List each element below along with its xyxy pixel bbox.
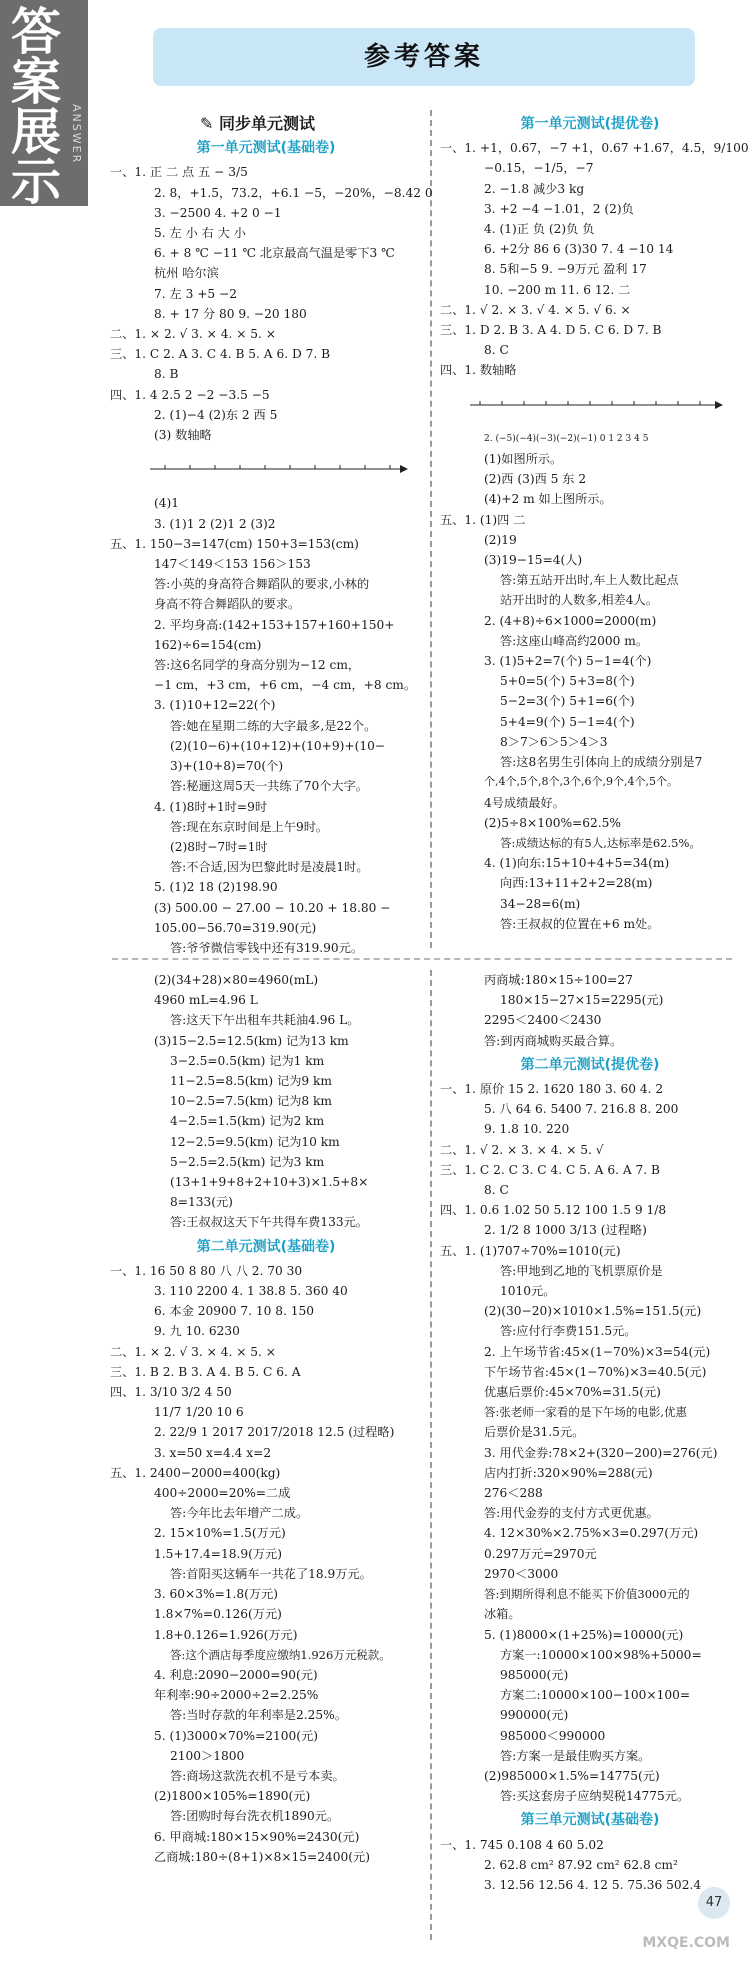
answer-line: 答:到期所得利息不能买下价值3000元的	[484, 1587, 690, 1602]
answer-line: (2)985000×1.5%=14775(元)	[484, 1768, 660, 1783]
sidebar-char-2: 案	[11, 53, 61, 111]
answer-line: 三、1. B 2. B 3. A 4. B 5. C 6. A	[110, 1364, 301, 1379]
answer-line: 优惠后票价:45×70%=31.5(元)	[484, 1385, 661, 1400]
answer-line: 2. (1)−4 (2)东 2 西 5	[154, 407, 278, 422]
answer-line: 990000(元)	[500, 1708, 569, 1723]
answer-line: (2)西 (3)西 5 东 2	[484, 472, 587, 487]
page-number: 47	[698, 1887, 730, 1919]
answer-line: 5. (1)3000×70%=2100(元)	[154, 1728, 319, 1743]
answer-line: 答:张老师一家看的是下午场的电影,优惠	[484, 1405, 688, 1420]
answer-line: 162)÷6=154(cm)	[154, 637, 262, 652]
answer-line: 6. + 8 ℃ −11 ℃ 北京最高气温是零下3 ℃	[154, 246, 395, 261]
answer-line: 2. 22/9 1 2017 2017/2018 12.5 (过程略)	[154, 1425, 395, 1440]
answer-line: 1.5+17.4=18.9(万元)	[154, 1546, 282, 1561]
answer-line: 3. 60×3%=1.8(万元)	[154, 1587, 279, 1602]
answer-line: 2. −1.8 减少3 kg	[484, 181, 585, 196]
column-divider-top	[430, 110, 432, 948]
answer-line: 4. (1)8时+1时=9时	[154, 799, 268, 814]
answer-line: 年利率:90÷2000÷2=2.25%	[154, 1688, 319, 1703]
answer-line: 3. (1)5+2=7(个) 5−1=4(个)	[484, 654, 652, 669]
answer-line: 5. 八 64 6. 5400 7. 216.8 8. 200	[484, 1102, 679, 1117]
sidebar-char-1: 答	[11, 3, 61, 61]
answer-line: 一、1. 正 二 点 五 − 3/5	[110, 165, 248, 180]
answer-line: 8. C	[484, 1183, 509, 1198]
answer-line: 方案一:10000×100×98%+5000=	[500, 1647, 702, 1662]
answer-line: 向西:13+11+2+2=28(m)	[500, 876, 653, 891]
answer-line: 答:今年比去年增产二成。	[170, 1506, 309, 1521]
answer-line: 答:买这套房子应纳契税14775元。	[500, 1789, 690, 1804]
answer-line: 3)+(10+8)=70(个)	[170, 759, 284, 774]
answer-line: 105.00−56.70=319.90(元)	[154, 920, 317, 935]
answer-line: 站开出时的人数多,相差4人。	[500, 593, 658, 608]
answer-line: 答:这天下午出租车共耗油4.96 L。	[170, 1013, 360, 1028]
answer-line: (3) 数轴略	[154, 428, 212, 443]
answer-line: 6. 甲商城:180×15×90%=2430(元)	[154, 1829, 360, 1844]
answer-line: 2. 8，+1.5，73.2，+6.1 −5，−20%，−8.42 0	[154, 185, 433, 200]
answer-line: 下午场节省:45×(1−70%)×3=40.5(元)	[484, 1364, 707, 1379]
answer-line: 五、1. 2400−2000=400(kg)	[110, 1465, 281, 1480]
answer-line: 6. 本金 20900 7. 10 8. 150	[154, 1304, 315, 1319]
unit3-basic-heading: 第三单元测试(基础卷)	[520, 1812, 660, 1829]
answer-line: 五、1. (1)四 二	[440, 512, 526, 527]
answer-line: 11/7 1/20 10 6	[154, 1405, 244, 1420]
answer-line: 2. (−5)(−4)(−3)(−2)(−1) 0 1 2 3 4 5	[484, 433, 649, 444]
answer-line: 12−2.5=9.5(km) 记为10 km	[170, 1134, 340, 1149]
answer-line: 8＞7＞6＞5＞4＞3	[500, 734, 608, 749]
unit1-advanced-heading: 第一单元测试(提优卷)	[520, 116, 660, 132]
sidebar-char-4: 示	[11, 153, 61, 211]
answer-line: 5. 左 小 右 大 小	[154, 226, 246, 241]
answer-line: (3)15−2.5=12.5(km) 记为13 km	[154, 1033, 349, 1048]
column-2	[440, 110, 749, 934]
unit2-advanced-heading: 第二单元测试(提优卷)	[520, 1056, 660, 1073]
answer-line: 2295＜2400＜2430	[484, 1013, 602, 1028]
answer-sidebar	[0, 0, 88, 211]
answer-line: 9. 1.8 10. 220	[484, 1122, 570, 1137]
sync-unit-test-heading	[200, 114, 422, 134]
rocket-icon: ✎	[200, 114, 214, 133]
answer-line: 8=133(元)	[170, 1195, 233, 1210]
answer-line: 4号成绩最好。	[484, 795, 565, 810]
answer-line: 4960 mL=4.96 L	[154, 993, 258, 1008]
number-line-figure	[110, 451, 410, 481]
column-4	[440, 970, 740, 1895]
answer-line: 8. + 17 分 80 9. −20 180	[154, 306, 307, 321]
answer-line: 三、1. C 2. A 3. C 4. B 5. A 6. D 7. B	[110, 347, 331, 362]
answer-line: 2. 上午场节省:45×(1−70%)×3=54(元)	[484, 1344, 711, 1359]
answer-line: 五、1. (1)707÷70%=1010(元)	[440, 1243, 621, 1258]
answer-line: 二、1. × 2. √ 3. × 4. × 5. ×	[110, 1344, 276, 1359]
answer-line: 3. 110 2200 4. 1 38.8 5. 360 40	[154, 1284, 348, 1299]
answer-line: 乙商城:180÷(8+1)×8×15=2400(元)	[154, 1849, 370, 1864]
answer-line: 答:不合适,因为巴黎此时是凌晨1时。	[170, 860, 369, 875]
answer-line: 4. (1)向东:15+10+4+5=34(m)	[484, 856, 670, 871]
answer-line: 3. (1)10+12=22(个)	[154, 698, 276, 713]
answer-line: 答:现在东京时间是上午9时。	[170, 819, 329, 834]
answer-line: 三、1. C 2. C 3. C 4. C 5. A 6. A 7. B	[440, 1162, 660, 1177]
answer-line: (3) 500.00 − 27.00 − 10.20 + 18.80 −	[154, 900, 391, 915]
answer-line: 11−2.5=8.5(km) 记为9 km	[170, 1074, 332, 1089]
answer-line: 8. B	[154, 367, 179, 382]
answer-line: 一、1. 745 0.108 4 60 5.02	[440, 1837, 604, 1852]
answer-line: (2)(10−6)+(10+12)+(10+9)+(10−	[170, 738, 386, 753]
answer-line: 2. 62.8 cm² 87.92 cm² 62.8 cm²	[484, 1857, 678, 1872]
answer-line: −1 cm，+3 cm，+6 cm，−4 cm，+8 cm。	[154, 678, 417, 693]
answer-line: 147＜149＜153 156＞153	[154, 557, 311, 572]
answer-line: 985000＜990000	[500, 1728, 606, 1743]
answer-line: 4−2.5=1.5(km) 记为2 km	[170, 1114, 325, 1129]
answer-line: 答:成绩达标的有5人,达标率是62.5%。	[500, 835, 701, 850]
answer-line: 方案二:10000×100−100×100=	[500, 1688, 691, 1703]
answer-line: 身高不符合舞蹈队的要求。	[154, 597, 301, 612]
answer-line: 400÷2000=20%=二成	[154, 1486, 291, 1501]
answer-line: 三、1. D 2. B 3. A 4. D 5. C 6. D 7. B	[440, 323, 662, 338]
answer-line: 一、1. +1，0.67，−7 +1，0.67 +1.67，4.5，9/100	[440, 141, 749, 156]
answer-line: 答:用代金券的支付方式更优惠。	[484, 1506, 659, 1521]
answer-line: (2)5÷8×100%=62.5%	[484, 815, 621, 830]
answer-line: 答:小英的身高符合舞蹈队的要求,小林的	[154, 577, 370, 592]
answer-line: 10−2.5=7.5(km) 记为8 km	[170, 1094, 332, 1109]
answer-line: 3−2.5=0.5(km) 记为1 km	[170, 1053, 325, 1068]
answer-line: 五、1. 150−3=147(cm) 150+3=153(cm)	[110, 536, 359, 551]
answer-line: (13+1+9+8+2+10+3)×1.5+8×	[170, 1175, 369, 1190]
answer-line: 答:方案一是最佳购买方案。	[500, 1748, 651, 1763]
answer-line: 个,4个,5个,8个,3个,6个,9个,4个,5个。	[484, 775, 678, 789]
answer-line: 答:这个酒店每季度应缴纳1.926万元税款。	[170, 1647, 391, 1662]
answer-line: 8. 5和−5 9. −9万元 盈利 17	[484, 262, 647, 277]
answer-line: 冰箱。	[484, 1607, 521, 1622]
unit2-basic-heading: 第二单元测试(基础卷)	[196, 1238, 336, 1255]
answer-line: 0.297万元=2970元	[484, 1546, 597, 1561]
answer-line: 8. C	[484, 343, 509, 358]
answer-line: 180×15−27×15=2295(元)	[500, 993, 664, 1008]
sync-title: 同步单元测试	[218, 114, 315, 133]
answer-line: 四、1. 0.6 1.02 50 5.12 100 1.5 9 1/8	[440, 1203, 667, 1218]
answer-line: 四、1. 3/10 3/2 4 50	[110, 1385, 232, 1400]
answer-line: 5−2.5=2.5(km) 记为3 km	[170, 1154, 325, 1169]
answer-line: 答:这座山峰高约2000 m。	[500, 633, 649, 648]
answer-line: 杭州 哈尔滨	[154, 266, 219, 281]
answer-line: 答:到丙商城购买最合算。	[484, 1033, 623, 1048]
answer-line: (4)1	[154, 496, 180, 511]
answer-line: 答:商场这款洗衣机不是亏本卖。	[170, 1768, 345, 1783]
answer-line: 答:王叔叔这天下午共得车费133元。	[170, 1215, 368, 1230]
answer-line: 一、1. 原价 15 2. 1620 180 3. 60 4. 2	[440, 1082, 664, 1097]
answer-line: 四、1. 4 2.5 2 −2 −3.5 −5	[110, 387, 270, 402]
answer-line: 34−28=6(m)	[500, 896, 581, 911]
answer-line: (2)19	[484, 532, 517, 547]
answer-line: 3. +2 −4 −1.01，2 (2)负	[484, 201, 634, 216]
answer-line: 3. 12.56 12.56 4. 12 5. 75.36 502.4	[484, 1877, 702, 1892]
sidebar-answer-label: ANSWER	[70, 104, 83, 165]
answer-line: 7. 左 3 +5 −2	[154, 286, 237, 301]
answer-line: 二、1. × 2. √ 3. × 4. × 5. ×	[110, 327, 276, 342]
answer-line: 2. 平均身高:(142+153+157+160+150+	[154, 617, 395, 632]
answer-line: (4)+2 m 如上图所示。	[484, 492, 612, 507]
answer-line: 1.8×7%=0.126(万元)	[154, 1607, 282, 1622]
answer-line: 3. −2500 4. +2 0 −1	[154, 205, 282, 220]
answer-line: 3. 用代金券:78×2+(320−200)=276(元)	[484, 1445, 718, 1460]
section-divider	[112, 958, 732, 960]
answer-line: 答:王叔叔的位置在+6 m处。	[500, 916, 660, 931]
answer-line: 1.8+0.126=1.926(万元)	[154, 1627, 298, 1642]
answer-line: 答:当时存款的年利率是2.25%。	[170, 1708, 347, 1723]
answer-line: (2)(30−20)×1010×1.5%=151.5(元)	[484, 1304, 702, 1319]
answer-line: (3)19−15=4(人)	[484, 553, 583, 568]
column-3	[110, 970, 422, 1867]
answer-line: 一、1. 16 50 8 80 八 八 2. 70 30	[110, 1263, 303, 1278]
answer-line: (2)1800×105%=1890(元)	[154, 1789, 311, 1804]
answer-line: 5+4=9(个) 5−1=4(个)	[500, 714, 635, 729]
answer-line: 答:爷爷微信零钱中还有319.90元。	[170, 940, 364, 955]
unit1-basic-heading: 第一单元测试(基础卷)	[196, 140, 336, 157]
answer-line: (2)8时−7时=1时	[170, 839, 268, 854]
answer-line: 四、1. 数轴略	[440, 363, 517, 378]
answer-line: 丙商城:180×15÷100=27	[484, 973, 633, 987]
answer-line: 答:她在星期二练的大字最多,是22个。	[170, 718, 377, 733]
answer-line: 答:首阳买这辆车一共花了18.9万元。	[170, 1566, 372, 1581]
answer-line: 店内打折:320×90%=288(元)	[484, 1465, 653, 1480]
answer-line: 276＜288	[484, 1486, 543, 1501]
answer-line: 2. 15×10%=1.5(万元)	[154, 1526, 286, 1541]
page-title: 参考答案	[153, 28, 695, 86]
answer-line: −0.15，−1/5，−7	[484, 161, 594, 176]
answer-line: 2. 1/2 8 1000 3/13 (过程略)	[484, 1223, 647, 1238]
answer-line: 2100＞1800	[170, 1748, 245, 1763]
answer-line: 985000(元)	[500, 1667, 569, 1682]
answer-line: 2970＜3000	[484, 1566, 559, 1581]
answer-line: 5. (1)8000×(1+25%)=10000(元)	[484, 1627, 684, 1642]
answer-line: (1)如图所示。	[484, 452, 563, 467]
answer-line: 5+0=5(个) 5+3=8(个)	[500, 674, 635, 689]
answer-line: 4. (1)正 负 (2)负 负	[484, 222, 595, 237]
sidebar-char-3: 展	[11, 103, 61, 161]
answer-line: 答:应付行李费151.5元。	[500, 1324, 637, 1339]
answer-line: 答:团购时每台洗衣机1890元。	[170, 1809, 340, 1824]
number-line-figure-2	[440, 387, 730, 417]
answer-line: 10. −200 m 11. 6 12. 二	[484, 282, 631, 297]
answer-line: 5−2=3(个) 5+1=6(个)	[500, 694, 635, 709]
answer-line: 答:甲地到乙地的飞机票原价是	[500, 1263, 663, 1278]
answer-line: 4. 利息:2090−2000=90(元)	[154, 1667, 318, 1682]
answer-line: 1010元。	[500, 1284, 556, 1299]
column-1	[110, 110, 433, 958]
answer-line: 二、1. √ 2. × 3. × 4. × 5. √	[440, 1142, 604, 1157]
watermark: MXQE.COM	[642, 1935, 730, 1951]
answer-line: 9. 九 10. 6230	[154, 1324, 240, 1339]
answer-line: 二、1. √ 2. × 3. √ 4. × 5. √ 6. ×	[440, 302, 631, 317]
answer-line: 答:这6名同学的身高分别为−12 cm，	[154, 658, 361, 673]
answer-line: 5. (1)2 18 (2)198.90	[154, 880, 278, 895]
column-divider-bottom	[430, 970, 432, 1940]
answer-line: 后票价是31.5元。	[484, 1425, 585, 1440]
answer-line: 3. x=50 x=4.4 x=2	[154, 1445, 272, 1460]
answer-line: 答:这8名男生引体向上的成绩分别是7	[500, 755, 703, 770]
answer-line: 2. (4+8)÷6×1000=2000(m)	[484, 613, 657, 628]
answer-line: 4. 12×30%×2.75%×3=0.297(万元)	[484, 1526, 699, 1541]
answer-line: 答:第五站开出时,车上人数比起点	[500, 573, 679, 588]
answer-line: 3. (1)1 2 (2)1 2 (3)2	[154, 516, 276, 531]
answer-line: 答:秘逦这周5天一共练了70个大字。	[170, 779, 368, 794]
answer-line: (2)(34+28)×80=4960(mL)	[154, 973, 319, 987]
answer-line: 6. +2分 86 6 (3)30 7. 4 −10 14	[484, 242, 674, 257]
